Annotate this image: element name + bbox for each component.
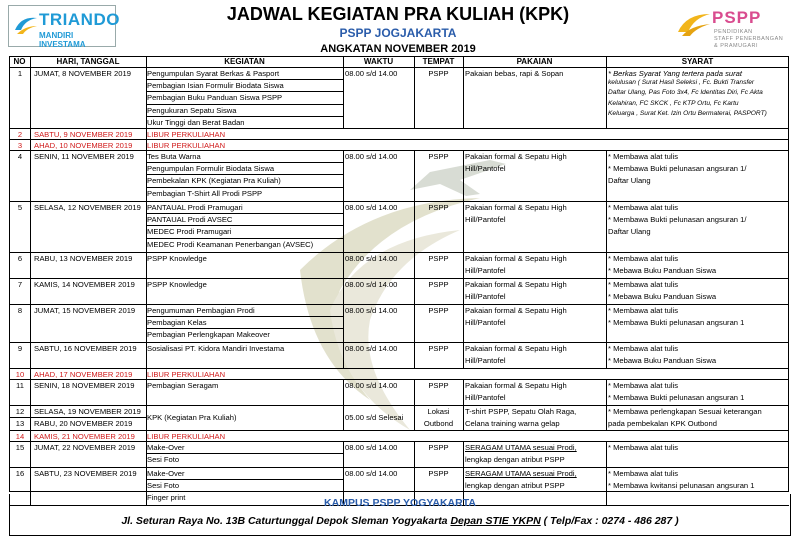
dress-code: Pakaian formal & Sepatu High bbox=[465, 151, 567, 161]
dress-code: Hill/Pantofel bbox=[465, 392, 506, 402]
holiday-label: LIBUR PERKULIAHAN bbox=[147, 140, 226, 150]
col-divider bbox=[146, 151, 147, 201]
row-number: 3 bbox=[17, 141, 23, 150]
col-divider bbox=[343, 343, 344, 368]
dress-code: Pakaian formal & Sepatu High bbox=[465, 202, 567, 212]
page-subtitle: PSPP JOGJAKARTA bbox=[339, 26, 457, 40]
requirement: Daftar Ulang, Pas Foto 3x4, Fc Identitas Diri, Fc Akta bbox=[608, 89, 763, 97]
row-place: PSPP bbox=[428, 151, 449, 161]
col-divider bbox=[146, 140, 147, 150]
col-divider bbox=[414, 343, 415, 368]
col-divider bbox=[606, 151, 607, 201]
col-divider bbox=[606, 253, 607, 278]
requirement: * Membawa Bukti pelunasan angsuran 1 bbox=[608, 392, 745, 402]
wing-icon bbox=[676, 10, 712, 38]
row-date: SELASA, 19 NOVEMBER 2019 bbox=[34, 406, 141, 416]
col-divider bbox=[606, 442, 607, 467]
col-divider bbox=[463, 406, 464, 430]
activity-item: Sosialisasi PT. Kidora Mandiri Investama bbox=[147, 343, 285, 353]
page-title: JADWAL KEGIATAN PRA KULIAH (KPK) bbox=[226, 4, 570, 24]
activity-item: Finger print bbox=[147, 493, 186, 503]
col-divider bbox=[146, 380, 147, 405]
col-divider bbox=[343, 406, 344, 430]
row-time: 08.00 s/d 14.00 bbox=[345, 68, 398, 78]
col-divider bbox=[606, 56, 607, 67]
pspp-logo: PSPP PENDIDIKAN STAFF PENERBANGAN & PRAMUGARI bbox=[676, 8, 786, 52]
dress-code: Pakaian formal & Sepatu High bbox=[465, 279, 567, 289]
col-divider bbox=[30, 151, 31, 201]
dress-code: SERAGAM UTAMA sesuai Prodi, bbox=[465, 442, 577, 452]
col-divider bbox=[146, 202, 147, 252]
row-date: SABTU, 23 NOVEMBER 2019 bbox=[34, 468, 137, 478]
row-time: 08.00 s/d 14.00 bbox=[345, 253, 398, 263]
dress-code: lengkap dengan atribut PSPP bbox=[465, 454, 565, 464]
activity-item: Pembagian Perlengkapan Makeover bbox=[147, 330, 270, 340]
column-header-time: WAKTU bbox=[363, 57, 394, 66]
requirement: pada pembekalan KPK Outbond bbox=[608, 418, 717, 428]
requirement: * Membawa Bukti pelunasan angsuran 1/ bbox=[608, 214, 747, 224]
col-divider bbox=[463, 279, 464, 304]
activity-item: KPK (Kegiatan Pra Kuliah) bbox=[147, 412, 237, 422]
activity-item: Pengumuman Pembagian Prodi bbox=[147, 305, 255, 315]
activity-item: Pengumpulan Formulir Biodata Siswa bbox=[147, 163, 275, 173]
col-divider bbox=[146, 305, 147, 342]
column-header-activity: KEGIATAN bbox=[224, 57, 265, 66]
row-number: 1 bbox=[17, 69, 23, 78]
col-divider bbox=[146, 431, 147, 441]
col-divider bbox=[414, 305, 415, 342]
activity-item: Tes Buta Warna bbox=[147, 151, 201, 161]
requirement: * Membawa alat tulis bbox=[608, 468, 679, 478]
row-date: SENIN, 18 NOVEMBER 2019 bbox=[34, 380, 135, 390]
col-divider bbox=[146, 343, 147, 368]
row-number: 7 bbox=[17, 280, 23, 289]
row-date: AHAD, 10 NOVEMBER 2019 bbox=[34, 140, 133, 150]
col-divider bbox=[343, 380, 344, 405]
requirement: * Membawa alat tulis bbox=[608, 343, 679, 353]
row-date: SABTU, 9 NOVEMBER 2019 bbox=[34, 129, 133, 139]
col-divider bbox=[30, 380, 31, 405]
col-divider bbox=[414, 279, 415, 304]
requirement: * Membawa alat tulis bbox=[608, 380, 679, 390]
row-number: 14 bbox=[15, 432, 25, 441]
batch-label: ANGKATAN NOVEMBER 2019 bbox=[320, 43, 476, 55]
holiday-label: LIBUR PERKULIAHAN bbox=[147, 129, 226, 139]
row-number: 6 bbox=[17, 254, 23, 263]
requirement: Daftar Ulang bbox=[608, 227, 651, 237]
col-divider bbox=[606, 406, 607, 430]
row-time: 08.00 s/d 14.00 bbox=[345, 343, 398, 353]
row-place: PSPP bbox=[428, 68, 449, 78]
col-divider bbox=[463, 68, 464, 128]
activity-item: Pembagian Buku Panduan Siswa PSPP bbox=[147, 93, 283, 103]
col-divider bbox=[146, 279, 147, 304]
col-divider bbox=[606, 202, 607, 252]
requirement: * Mebawa Buku Panduan Siswa bbox=[608, 265, 717, 275]
activity-item: Pembagian Isian Formulir Biodata Siswa bbox=[147, 80, 284, 90]
row-place: PSPP bbox=[428, 253, 449, 263]
row-date: JUMAT, 22 NOVEMBER 2019 bbox=[34, 442, 136, 452]
column-header-dress: PAKAIAN bbox=[516, 57, 553, 66]
col-divider bbox=[30, 442, 31, 467]
activity-item: Pembagian T-Shirt All Prodi PSPP bbox=[147, 188, 263, 198]
row-place: PSPP bbox=[428, 279, 449, 289]
activity-item: PANTAUAL Prodi AVSEC bbox=[147, 214, 233, 224]
row-date: SABTU, 16 NOVEMBER 2019 bbox=[34, 343, 137, 353]
page-header bbox=[0, 0, 796, 62]
row-time: 08.00 s/d 14.00 bbox=[345, 305, 398, 315]
row-date: JUMAT, 15 NOVEMBER 2019 bbox=[34, 305, 136, 315]
col-divider bbox=[343, 151, 344, 201]
dress-code: T-shirt PSPP, Sepatu Olah Raga, bbox=[465, 406, 577, 416]
activity-item: Pembekalan KPK (Kegiatan Pra Kuliah) bbox=[147, 176, 281, 186]
requirement: * Membawa Bukti pelunasan angsuran 1 bbox=[608, 317, 745, 327]
col-divider bbox=[343, 253, 344, 278]
activity-item: Make-Over bbox=[147, 468, 185, 478]
activity-item: Pembagian Seragam bbox=[147, 380, 219, 390]
row-time: 08.00 s/d 14.00 bbox=[345, 151, 398, 161]
col-divider bbox=[463, 56, 464, 67]
col-divider bbox=[414, 68, 415, 128]
column-header-no: NO bbox=[13, 57, 26, 66]
row-date: RABU, 20 NOVEMBER 2019 bbox=[34, 418, 133, 428]
row-number: 8 bbox=[17, 306, 23, 315]
col-divider bbox=[30, 406, 31, 430]
row-number: 9 bbox=[17, 344, 23, 353]
requirement: * Membawa Bukti pelunasan angsuran 1/ bbox=[608, 163, 747, 173]
row-date: SENIN, 11 NOVEMBER 2019 bbox=[34, 151, 134, 161]
col-divider bbox=[343, 279, 344, 304]
activity-item: Sesi Foto bbox=[147, 454, 180, 464]
requirement: * Membawa kwitansi pelunasan angsuran 1 bbox=[608, 480, 755, 490]
requirement: * Membawa alat tulis bbox=[608, 202, 679, 212]
col-divider bbox=[463, 343, 464, 368]
requirement: * Membawa alat tulis bbox=[608, 151, 679, 161]
dress-code: Hill/Pantofel bbox=[465, 317, 506, 327]
activity-item: PANTAUAL Prodi Pramugari bbox=[147, 202, 243, 212]
requirement: * Membawa alat tulis bbox=[608, 305, 679, 315]
row-time: 08.00 s/d 14.00 bbox=[345, 279, 398, 289]
row-number: 4 bbox=[17, 152, 23, 161]
campus-name: KAMPUS PSPP YOGYAKARTA bbox=[324, 497, 476, 509]
requirement: * Membawa alat tulis bbox=[608, 279, 679, 289]
col-divider bbox=[343, 442, 344, 467]
col-divider bbox=[606, 279, 607, 304]
col-divider bbox=[463, 253, 464, 278]
col-divider bbox=[606, 380, 607, 405]
row-place: PSPP bbox=[428, 305, 449, 315]
requirement: Daftar Ulang bbox=[608, 176, 651, 186]
col-divider bbox=[343, 202, 344, 252]
activity-item: Make-Over bbox=[147, 442, 185, 452]
row-number: 5 bbox=[17, 203, 23, 212]
row-number: 13 bbox=[15, 419, 25, 428]
col-divider bbox=[30, 253, 31, 278]
requirement: * Berkas Syarat Yang tertera pada surat bbox=[608, 68, 742, 78]
row-place: PSPP bbox=[428, 343, 449, 353]
dress-code: Pakaian formal & Sepatu High bbox=[465, 253, 567, 263]
footer bbox=[9, 494, 791, 536]
row-time: 08.00 s/d 14.00 bbox=[345, 202, 398, 212]
column-header-date: HARI, TANGGAL bbox=[56, 57, 120, 66]
row-time: 05.00 s/d Selesai bbox=[345, 412, 404, 422]
dress-code: Pakaian formal & Sepatu High bbox=[465, 343, 567, 353]
requirement: Kelahiran, FC SKCK , Fc KTP Ortu, Fc Kartu bbox=[608, 99, 739, 107]
row-number: 16 bbox=[15, 469, 25, 478]
col-divider bbox=[146, 406, 147, 430]
row-date: KAMIS, 14 NOVEMBER 2019 bbox=[34, 279, 135, 289]
row-date: SELASA, 12 NOVEMBER 2019 bbox=[34, 202, 141, 212]
col-divider bbox=[30, 56, 31, 67]
requirement: * Mebawa Buku Panduan Siswa bbox=[608, 355, 717, 365]
col-divider bbox=[30, 369, 31, 379]
column-header-place: TEMPAT bbox=[422, 57, 455, 66]
activity-item: MEDEC Prodi Keamanan Penerbangan (AVSEC) bbox=[147, 239, 314, 249]
row-number: 2 bbox=[17, 130, 23, 139]
activity-item: Pembagian Kelas bbox=[147, 317, 207, 327]
dress-code: Celana training warna gelap bbox=[465, 418, 560, 428]
requirement: * Membawa alat tulis bbox=[608, 253, 679, 263]
col-divider bbox=[606, 68, 607, 128]
row-time: 08.00 s/d 14.00 bbox=[345, 442, 398, 452]
col-divider bbox=[30, 202, 31, 252]
col-divider bbox=[30, 129, 31, 139]
col-divider bbox=[146, 68, 147, 128]
dress-code: lengkap dengan atribut PSPP bbox=[465, 480, 565, 490]
row-date: JUMAT, 8 NOVEMBER 2019 bbox=[34, 68, 131, 78]
row-time: 08.00 s/d 14.00 bbox=[345, 468, 398, 478]
row-number: 10 bbox=[15, 370, 25, 379]
col-divider bbox=[30, 305, 31, 342]
row-date: KAMIS, 21 NOVEMBER 2019 bbox=[34, 431, 135, 441]
col-divider bbox=[30, 68, 31, 128]
row-number: 11 bbox=[16, 381, 24, 390]
row-number: 12 bbox=[15, 407, 25, 416]
dress-code: Pakaian formal & Sepatu High bbox=[465, 380, 567, 390]
row-place: PSPP bbox=[428, 202, 449, 212]
activity-item: Sesi Foto bbox=[147, 480, 180, 490]
requirement: * Mebawa Buku Panduan Siswa bbox=[608, 291, 717, 301]
activity-item: PSPP Knowledge bbox=[147, 253, 207, 263]
dress-code: Hill/Pantofel bbox=[465, 265, 506, 275]
address-landmark: Depan STIE YKPN bbox=[450, 515, 541, 527]
row-place: Outbond bbox=[423, 418, 454, 428]
dress-code: Hill/Pantofel bbox=[465, 355, 506, 365]
col-divider bbox=[146, 129, 147, 139]
activity-item: Pengukuran Sepatu Siswa bbox=[147, 105, 237, 115]
dress-code: Pakaian formal & Sepatu High bbox=[465, 305, 567, 315]
col-divider bbox=[30, 140, 31, 150]
col-divider bbox=[343, 68, 344, 128]
col-divider bbox=[414, 442, 415, 467]
holiday-label: LIBUR PERKULIAHAN bbox=[147, 431, 226, 441]
row-place: PSPP bbox=[428, 442, 449, 452]
col-divider bbox=[606, 343, 607, 368]
col-divider bbox=[30, 431, 31, 441]
col-divider bbox=[606, 305, 607, 342]
col-divider bbox=[414, 56, 415, 67]
row-place: Lokasi bbox=[427, 407, 450, 416]
col-divider bbox=[463, 305, 464, 342]
col-divider bbox=[463, 202, 464, 252]
requirement: * Membawa alat tulis bbox=[608, 442, 679, 452]
dress-code: SERAGAM UTAMA sesuai Prodi, bbox=[465, 468, 577, 478]
col-divider bbox=[463, 151, 464, 201]
col-divider bbox=[343, 305, 344, 342]
col-divider bbox=[343, 56, 344, 67]
requirement: kelulusan ( Surat Hasil Seleksi , Fc. Bukti Transfer bbox=[608, 78, 755, 86]
col-divider bbox=[414, 151, 415, 201]
row-date: RABU, 13 NOVEMBER 2019 bbox=[34, 253, 133, 263]
activity-item: Ukur Tinggi dan Berat Badan bbox=[147, 118, 245, 128]
row-number: 15 bbox=[15, 443, 25, 452]
triando-logo: TRIANDO MANDIRI INVESTAMA bbox=[8, 5, 116, 47]
col-divider bbox=[146, 56, 147, 67]
dress-code: Hill/Pantofel bbox=[465, 291, 506, 301]
activity-item: MEDEC Prodi Pramugari bbox=[147, 227, 232, 237]
campus-address: Jl. Seturan Raya No. 13B Caturtunggal Depok Sleman Yogyakarta Depan STIE YKPN ( Telp/Fax : 0274 - 486 287 ) bbox=[121, 515, 679, 527]
requirement: * Membawa perlengkapan Sesuai keterangan bbox=[608, 406, 762, 416]
col-divider bbox=[30, 279, 31, 304]
column-header-req: SYARAT bbox=[681, 57, 714, 66]
col-divider bbox=[463, 380, 464, 405]
dress-code: Hill/Pantofel bbox=[465, 163, 506, 173]
col-divider bbox=[146, 369, 147, 379]
row-time: 08.00 s/d 14.00 bbox=[345, 380, 398, 390]
activity-item: PSPP Knowledge bbox=[147, 279, 207, 289]
col-divider bbox=[414, 380, 415, 405]
col-divider bbox=[463, 442, 464, 467]
col-divider bbox=[414, 406, 415, 430]
col-divider bbox=[414, 202, 415, 252]
activity-item: Pengumpulan Syarat Berkas & Pasport bbox=[147, 68, 280, 78]
col-divider bbox=[146, 253, 147, 278]
requirement: Keluarga , Surat Ket. Izin Ortu Bermaterai, PASPORT) bbox=[608, 110, 767, 118]
col-divider bbox=[30, 343, 31, 368]
holiday-label: LIBUR PERKULIAHAN bbox=[147, 369, 226, 379]
row-place: PSPP bbox=[428, 468, 449, 478]
dress-code: Pakaian bebas, rapi & Sopan bbox=[465, 68, 564, 78]
col-divider bbox=[146, 442, 147, 467]
col-divider bbox=[414, 253, 415, 278]
row-date: AHAD, 17 NOVEMBER 2019 bbox=[34, 369, 133, 379]
row-place: PSPP bbox=[428, 380, 449, 390]
dress-code: Hill/Pantofel bbox=[465, 214, 506, 224]
